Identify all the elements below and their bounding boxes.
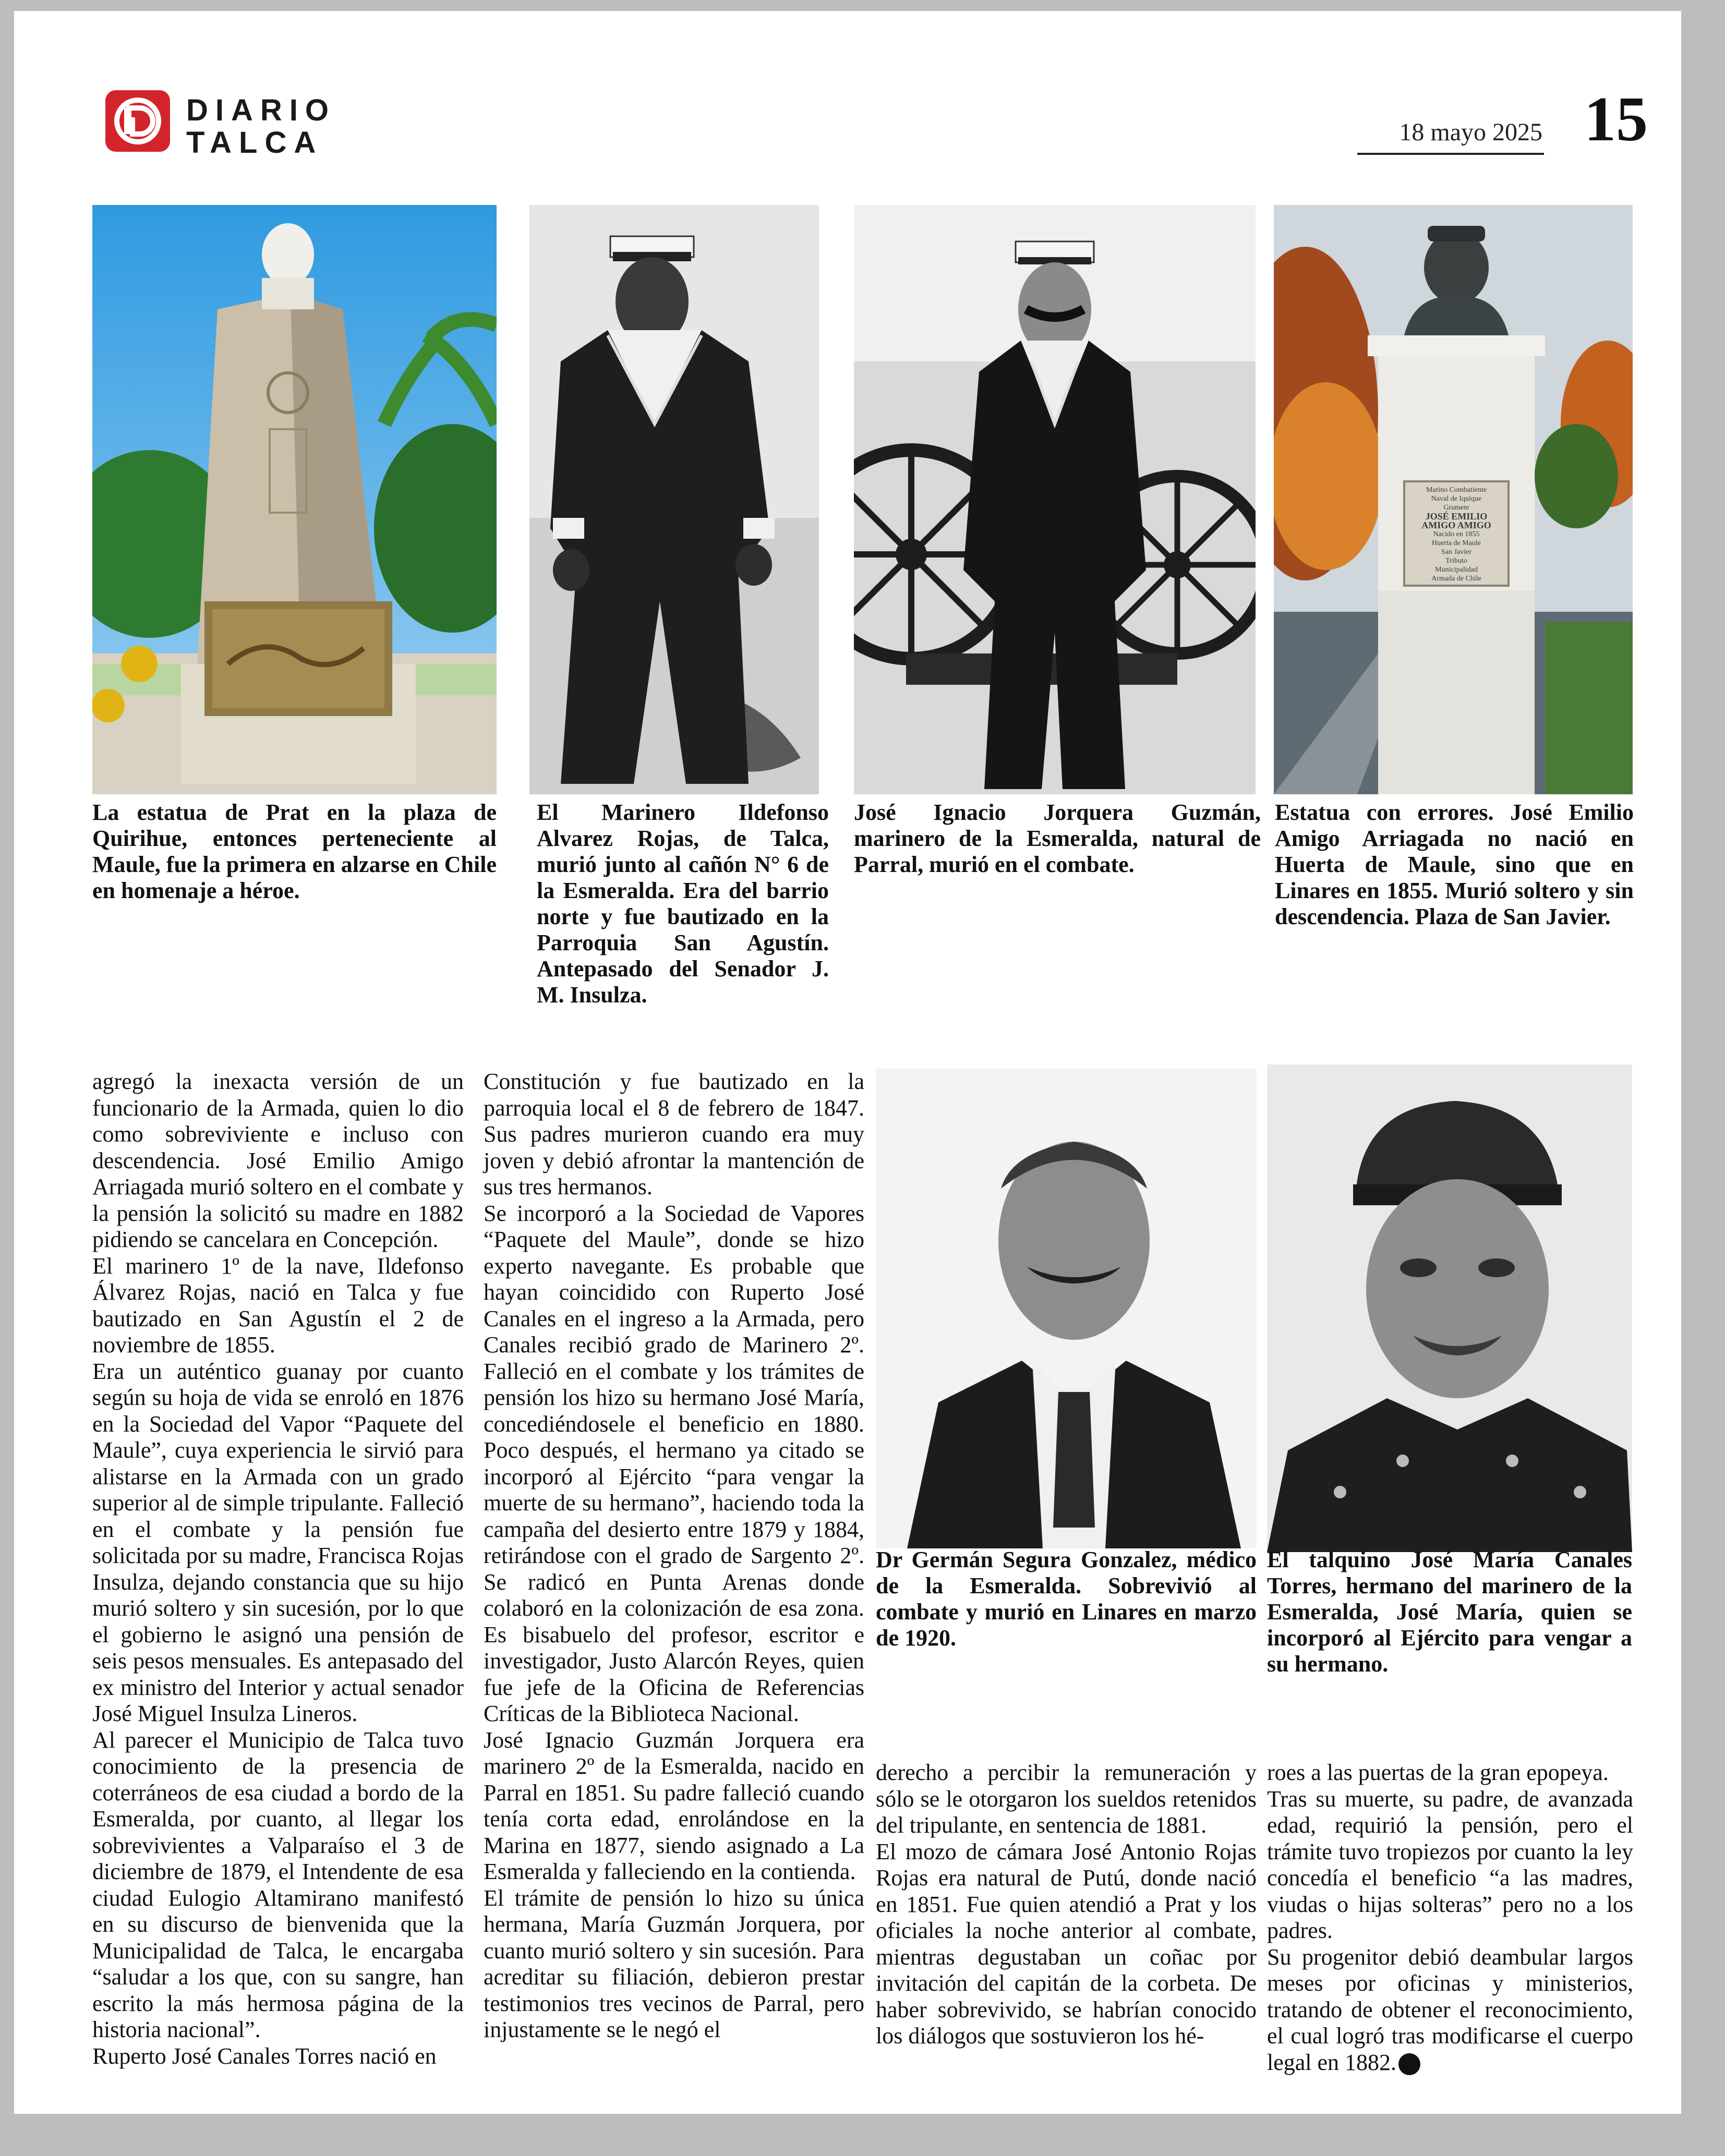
page-number: 15 [1584, 84, 1648, 154]
brand-name [186, 94, 336, 159]
paragraph: roes a las puertas de la gran epopeya. [1267, 1760, 1609, 1785]
plaque-line: San Javier [1441, 548, 1471, 556]
paragraph: Era un auténtico guanay por cuanto según su hoja de vida se enroló en 1876 en la Sociedad del Vapor “Paquete del Maule”, cuya experiencia le sirvió para alistarse en la Armada con un grado superior al de simple tripulante. Falleció en el combate y la pensión fue solicitada por su madre, Francisca Rojas Insulza, dejando constancia que su hijo murió soltero y sin sucesión, por lo que el gobierno le asignó una pensión de seis pesos mensuales. Es antepasado del ex ministro del Interior y actual senador José Miguel Insulza Lineros. [92, 1358, 464, 1726]
plaque-line: Municipalidad [1435, 566, 1478, 574]
caption-german-segura: Dr Germán Segura Gonzalez, médico de la Esmeralda. Sobrevivió al combate y murió en Linares en marzo de 1920. [876, 1547, 1257, 1651]
plaque-line: Tributo [1445, 557, 1467, 565]
photo-ildefonso-alvarez [529, 205, 819, 794]
caption-prat-statue: La estatua de Prat en la plaza de Quirihue, entonces perteneciente al Maule, fue la primera en alzarse en Chile en homenaje a héroe. [92, 800, 497, 903]
paragraph: Tras su muerte, su padre, de avanzada edad, requirió la pensión, pero el trámite tuvo tropiezos por cuanto la ley concedía el beneficio “a las madres, viudas o hijas solteras” pero no a los padres. [1267, 1786, 1633, 1943]
paragraph: Ruperto José Canales Torres nació en [92, 2043, 437, 2069]
end-of-article-icon [1398, 2053, 1420, 2075]
plaque-line: JOSÉ EMILIO [1425, 511, 1488, 522]
photo-jose-maria-canales [1267, 1064, 1632, 1552]
article-column-1 [92, 1069, 464, 2069]
plaque-line: Huerta de Maule [1431, 539, 1481, 547]
paragraph-text: Su progenitor debió deambular largos meses por oficinas y ministerios, tratando de obtener el reconocimiento, el cual logró tras modificarse el cuerpo legal en 1882. [1267, 1944, 1633, 2075]
brand-line-1: DIARIO [186, 93, 336, 127]
plaque-line: Naval de Iquique [1431, 495, 1482, 503]
article-column-3 [876, 1760, 1257, 2050]
plaque-line: Marino Combatiente [1426, 486, 1487, 494]
plaque-line: Armada de Chile [1431, 575, 1481, 583]
diario-talca-logo-icon [105, 90, 170, 152]
caption-jose-ignacio-jorquera: José Ignacio Jorquera Guzmán, marinero de la Esmeralda, natural de Parral, murió en el combate. [854, 800, 1261, 877]
photo-jose-emilio-amigo-bust [1274, 205, 1633, 794]
paragraph: El trámite de pensión lo hizo su única hermana, María Guzmán Jorquera, por cuanto murió soltero y sin sucesión. Para acreditar su filiación, debieron prestar testimonios tres vecinos de Parral, pero injustamente se le negó el [484, 1885, 864, 2042]
paragraph [1267, 1944, 1633, 2076]
caption-jose-maria-canales: El talquino José María Canales Torres, hermano del marinero de la Esmeralda, José María, quien se incorporó al Ejército para vengar a su hermano. [1267, 1547, 1632, 1677]
article-column-4 [1267, 1760, 1633, 2076]
paragraph: agregó la inexacta versión de un funcionario de la Armada, quien lo dio como sobreviviente e incluso con descendencia. José Emilio Amigo Arriagada murió soltero en el combate y la pensión la solicitó su madre en 1882 pidiendo se cancelara en Concepción. [92, 1069, 464, 1252]
photo-prat-statue [92, 205, 497, 794]
paragraph: El mozo de cámara José Antonio Rojas Rojas era natural de Putú, donde nació en 1851. Fue quien atendió a Prat y los oficiales la noche anterior al combate, mientras degustaban un coñac por invitación del capitán de la corbeta. De haber sobrevivido, se habrían conocido los diálogos que sostuvieron los hé- [876, 1838, 1257, 2049]
newspaper-page [14, 11, 1681, 2114]
photo-jose-ignacio-jorquera [854, 205, 1256, 794]
caption-ildefonso-alvarez: El Marinero Ildefonso Alvarez Rojas, de Talca, murió junto al cañón N° 6 de la Esmeralda. Era del barrio norte y fue bautizado en la Parroquia San Agustín. Antepasado del Senador J. M. Insulza. [537, 800, 829, 1008]
plaque-line: AMIGO AMIGO [1421, 520, 1491, 530]
brand-line-2: TALCA [186, 126, 323, 160]
plaque-line: Nacido en 1855 [1433, 530, 1480, 538]
issue-date: 18 mayo 2025 [1399, 118, 1542, 146]
photo-german-segura [876, 1069, 1257, 1548]
paragraph: Constitución y fue bautizado en la parroquia local el 8 de febrero de 1847. Sus padres murieron cuando era muy joven y debió afrontar la mantención de sus tres hermanos. [484, 1069, 864, 1200]
article-column-2 [484, 1069, 864, 2043]
paragraph: José Ignacio Guzmán Jorquera era marinero 2º de la Esmeralda, nacido en Parral en 1851. Su padre falleció cuando tenía corta edad, enrolándose en la Marina en 1877, siendo asignado a La Esmeralda y falleciendo en la contienda. [484, 1727, 864, 1884]
date-underline [1357, 153, 1544, 155]
caption-jose-emilio-amigo: Estatua con errores. José Emilio Amigo Arriagada no nació en Huerta de Maule, sino que en Linares en 1855. Murió soltero y sin descendencia. Plaza de San Javier. [1275, 800, 1634, 929]
bust-plaque [1404, 482, 1509, 585]
paragraph: El marinero 1º de la nave, Ildefonso Álvarez Rojas, nació en Talca y fue bautizado en San Agustín el 2 de noviembre de 1855. [92, 1253, 464, 1358]
plaque-line: Grumete [1443, 504, 1469, 512]
paragraph: Al parecer el Municipio de Talca tuvo conocimiento de la presencia de coterráneos de esa ciudad a bordo de la Esmeralda, por cuanto, al llegar los sobrevivientes a Valparaíso el 3 de diciembre de 1879, el Intendente de esa ciudad Eulogio Altamirano manifestó en su discurso de bienvenida que la Municipalidad de Talca, le encargaba “saludar a los que, con su sangre, han escrito la más hermosa página de la historia nacional”. [92, 1727, 464, 2042]
paragraph: derecho a percibir la remuneración y sólo se le otorgaron los sueldos retenidos del tripulante, en sentencia de 1881. [876, 1760, 1257, 1838]
paragraph: Se incorporó a la Sociedad de Vapores “Paquete del Maule”, donde se hizo experto navegante. Es probable que hayan coincidido con Ruperto José Canales en el ingreso a la Armada, pero Canales recibió grado de Marinero 2º. Falleció en el combate y los trámites de pensión los hizo su hermano José María, concediéndosele el beneficio en 1880. Poco después, el hermano ya citado se incorporó al Ejército “para vengar la muerte de su hermano”, haciendo toda la campaña del desierto entre 1879 y 1884, retirándose con el grado de Sargento 2º. Se radicó en Punta Arenas donde colaboró en la colonización de esa zona. Es bisabuelo del profesor, escritor e investigador, Justo Alarcón Reyes, quien fue jefe de la Oficina de Referencias Críticas de la Biblioteca Nacional. [484, 1200, 864, 1726]
